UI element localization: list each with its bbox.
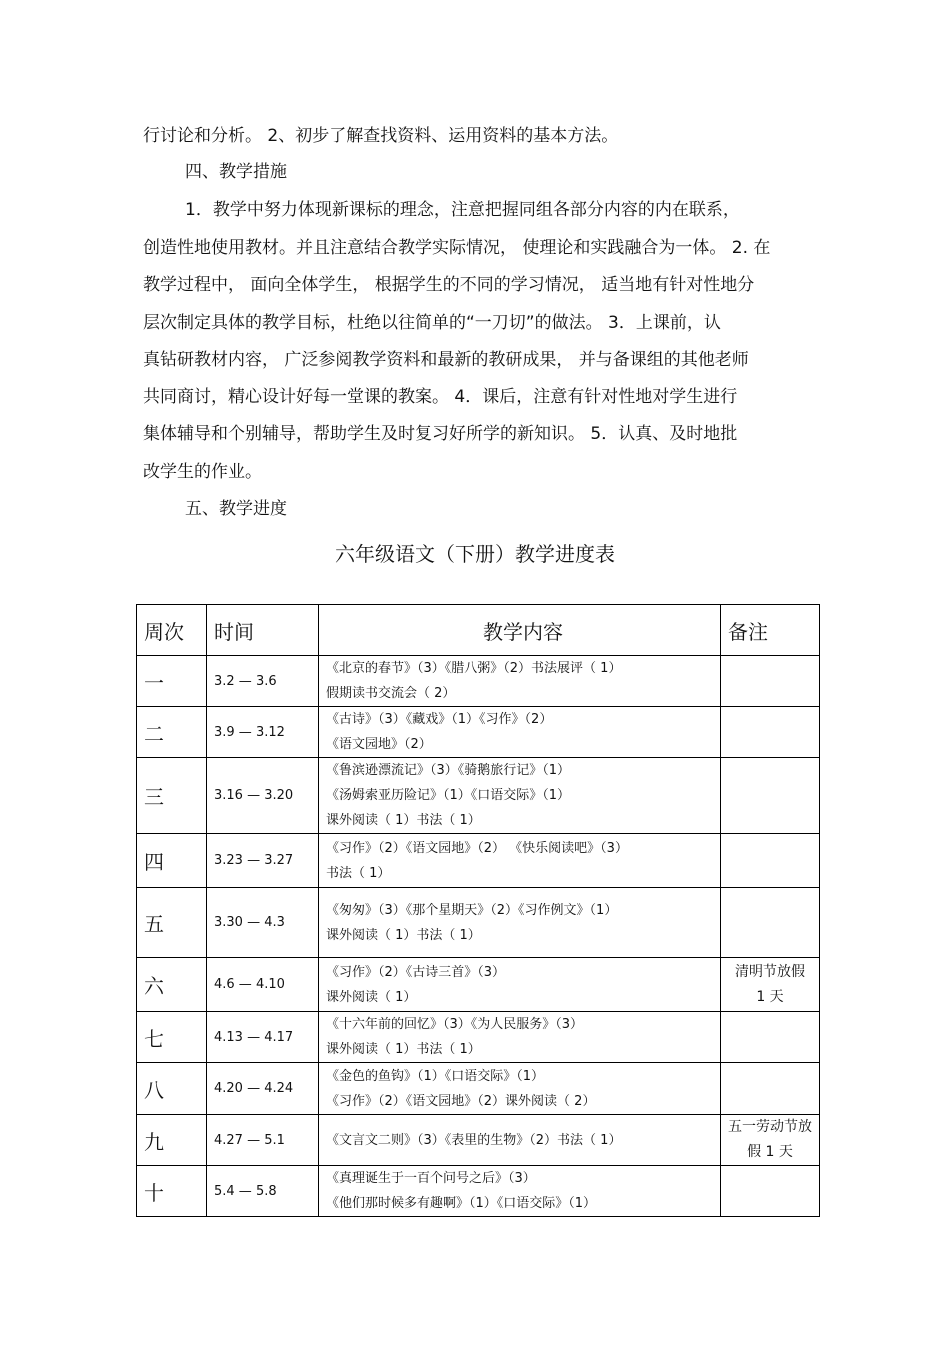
table-header-row xyxy=(137,605,820,656)
paragraph-line: 1．教学中努力体现新课标的理念，注意把握同组各部分内容的内在联系， xyxy=(185,200,740,220)
content-line: 《汤姆索亚历险记》（1）《口语交际》（1） xyxy=(326,788,571,803)
paragraph-line: 真钻研教材内容， 广泛参阅教学资料和最新的教研成果， 并与备课组的其他老师 xyxy=(143,350,749,370)
week-cell: 十 xyxy=(137,1166,207,1217)
note-cell xyxy=(721,758,820,834)
note-cell xyxy=(721,656,820,707)
table-row xyxy=(137,888,820,958)
week-cell: 二 xyxy=(137,707,207,758)
content-cell xyxy=(319,1063,721,1115)
time-cell: 3.2 — 3.6 xyxy=(207,656,319,707)
time-cell: 3.23 — 3.27 xyxy=(207,834,319,888)
content-cell xyxy=(319,1012,721,1063)
content-cell xyxy=(319,834,721,888)
content-line: 课外阅读（ 1） xyxy=(326,989,417,1005)
content-line: 《鲁滨逊漂流记》（3）《骑鹅旅行记》（1） xyxy=(326,763,571,778)
content-cell xyxy=(319,958,721,1012)
content-line: 《金色的鱼钩》（1）《口语交际》（1） xyxy=(326,1068,545,1084)
week-cell: 五 xyxy=(137,888,207,958)
table-row xyxy=(137,656,820,707)
content-line: 书法（ 1） xyxy=(326,865,391,881)
content-cell xyxy=(319,888,721,958)
header-week: 周次 xyxy=(137,605,207,656)
time-cell: 3.9 — 3.12 xyxy=(207,707,319,758)
content-line: 《语文园地》（2） xyxy=(326,737,432,752)
week-cell: 八 xyxy=(137,1063,207,1115)
paragraph-line: 层次制定具体的教学目标，杜绝以往简单的“一刀切”的做法。 3．上课前，认 xyxy=(143,313,721,333)
time-cell: 3.30 — 4.3 xyxy=(207,888,319,958)
table-row xyxy=(137,1115,820,1166)
note-text: 五一劳动节放假 1 天 xyxy=(728,1119,812,1160)
content-cell xyxy=(319,1115,721,1166)
content-line: 课外阅读（ 1）书法（ 1） xyxy=(326,813,481,828)
content-line: 《习作》（2）《语文园地》（2） 《快乐阅读吧》（3） xyxy=(326,840,628,856)
paragraph-line: 行讨论和分析。 2、初步了解查找资料、运用资料的基本方法。 xyxy=(143,126,619,146)
time-cell: 3.16 — 3.20 xyxy=(207,758,319,834)
table-row xyxy=(137,958,820,1012)
content-line: 《匆匆》（3）《那个星期天》（2）《习作例文》（1） xyxy=(326,902,618,918)
note-cell xyxy=(721,1166,820,1217)
content-line: 《习作》（2）《古诗三首》（3） xyxy=(326,964,506,980)
time-cell: 4.6 — 4.10 xyxy=(207,958,319,1012)
time-cell: 4.13 — 4.17 xyxy=(207,1012,319,1063)
note-cell xyxy=(721,958,820,1012)
table-row xyxy=(137,834,820,888)
paragraph-line: 创造性地使用教材。并且注意结合教学实际情况， 使理论和实践融合为一体。 2. 在 xyxy=(143,238,771,258)
content-line: 《文言文二则》（3）《表里的生物》（2）书法（ 1） xyxy=(326,1132,622,1148)
week-cell: 一 xyxy=(137,656,207,707)
table-row xyxy=(137,1166,820,1217)
time-cell: 4.20 — 4.24 xyxy=(207,1063,319,1115)
note-cell xyxy=(721,834,820,888)
paragraph-line: 集体辅导和个别辅导，帮助学生及时复习好所学的新知识。 5．认真、及时地批 xyxy=(143,424,738,444)
content-cell xyxy=(319,707,721,758)
note-cell xyxy=(721,1063,820,1115)
content-line: 《古诗》（3）《藏戏》（1）《习作》（2） xyxy=(326,712,553,727)
table-row xyxy=(137,1063,820,1115)
paragraph-line: 改学生的作业。 xyxy=(143,462,262,482)
note-text: 清明节放假 1 天 xyxy=(735,963,805,1005)
table-title: 六年级语文（下册）教学进度表 xyxy=(335,542,615,566)
week-cell: 四 xyxy=(137,834,207,888)
header-note: 备注 xyxy=(721,605,820,656)
week-cell: 三 xyxy=(137,758,207,834)
note-cell xyxy=(721,1115,820,1166)
paragraph-line: 共同商讨，精心设计好每一堂课的教案。 4．课后，注意有针对性地对学生进行 xyxy=(143,387,738,407)
header-time: 时间 xyxy=(207,605,319,656)
week-cell: 九 xyxy=(137,1115,207,1166)
time-cell: 5.4 — 5.8 xyxy=(207,1166,319,1217)
content-line: 《十六年前的回忆》（3）《为人民服务》（3） xyxy=(326,1017,584,1032)
note-cell xyxy=(721,888,820,958)
table-row xyxy=(137,1012,820,1063)
section-heading-progress: 五、教学进度 xyxy=(185,499,287,519)
content-line: 《真理诞生于一百个问号之后》（3） xyxy=(326,1171,536,1186)
content-cell xyxy=(319,758,721,834)
content-line: 假期读书交流会（ 2） xyxy=(326,686,456,701)
content-line: 课外阅读（ 1）书法（ 1） xyxy=(326,927,481,943)
content-cell xyxy=(319,1166,721,1217)
schedule-table xyxy=(136,604,820,1217)
table-row xyxy=(137,707,820,758)
week-cell: 七 xyxy=(137,1012,207,1063)
section-heading-measures: 四、教学措施 xyxy=(185,162,287,182)
header-content: 教学内容 xyxy=(319,605,721,656)
time-cell: 4.27 — 5.1 xyxy=(207,1115,319,1166)
content-line: 《他们那时候多有趣啊》（1）《口语交际》（1） xyxy=(326,1196,597,1211)
content-cell xyxy=(319,656,721,707)
note-cell xyxy=(721,707,820,758)
table-row xyxy=(137,758,820,834)
content-line: 《北京的春节》（3）《腊八粥》（2）书法展评（ 1） xyxy=(326,661,622,676)
content-line: 课外阅读（ 1）书法（ 1） xyxy=(326,1042,481,1057)
week-cell: 六 xyxy=(137,958,207,1012)
content-line: 《习作》（2）《语文园地》（2）课外阅读（ 2） xyxy=(326,1093,596,1109)
note-cell xyxy=(721,1012,820,1063)
paragraph-line: 教学过程中， 面向全体学生， 根据学生的不同的学习情况， 适当地有针对性地分 xyxy=(143,275,755,295)
